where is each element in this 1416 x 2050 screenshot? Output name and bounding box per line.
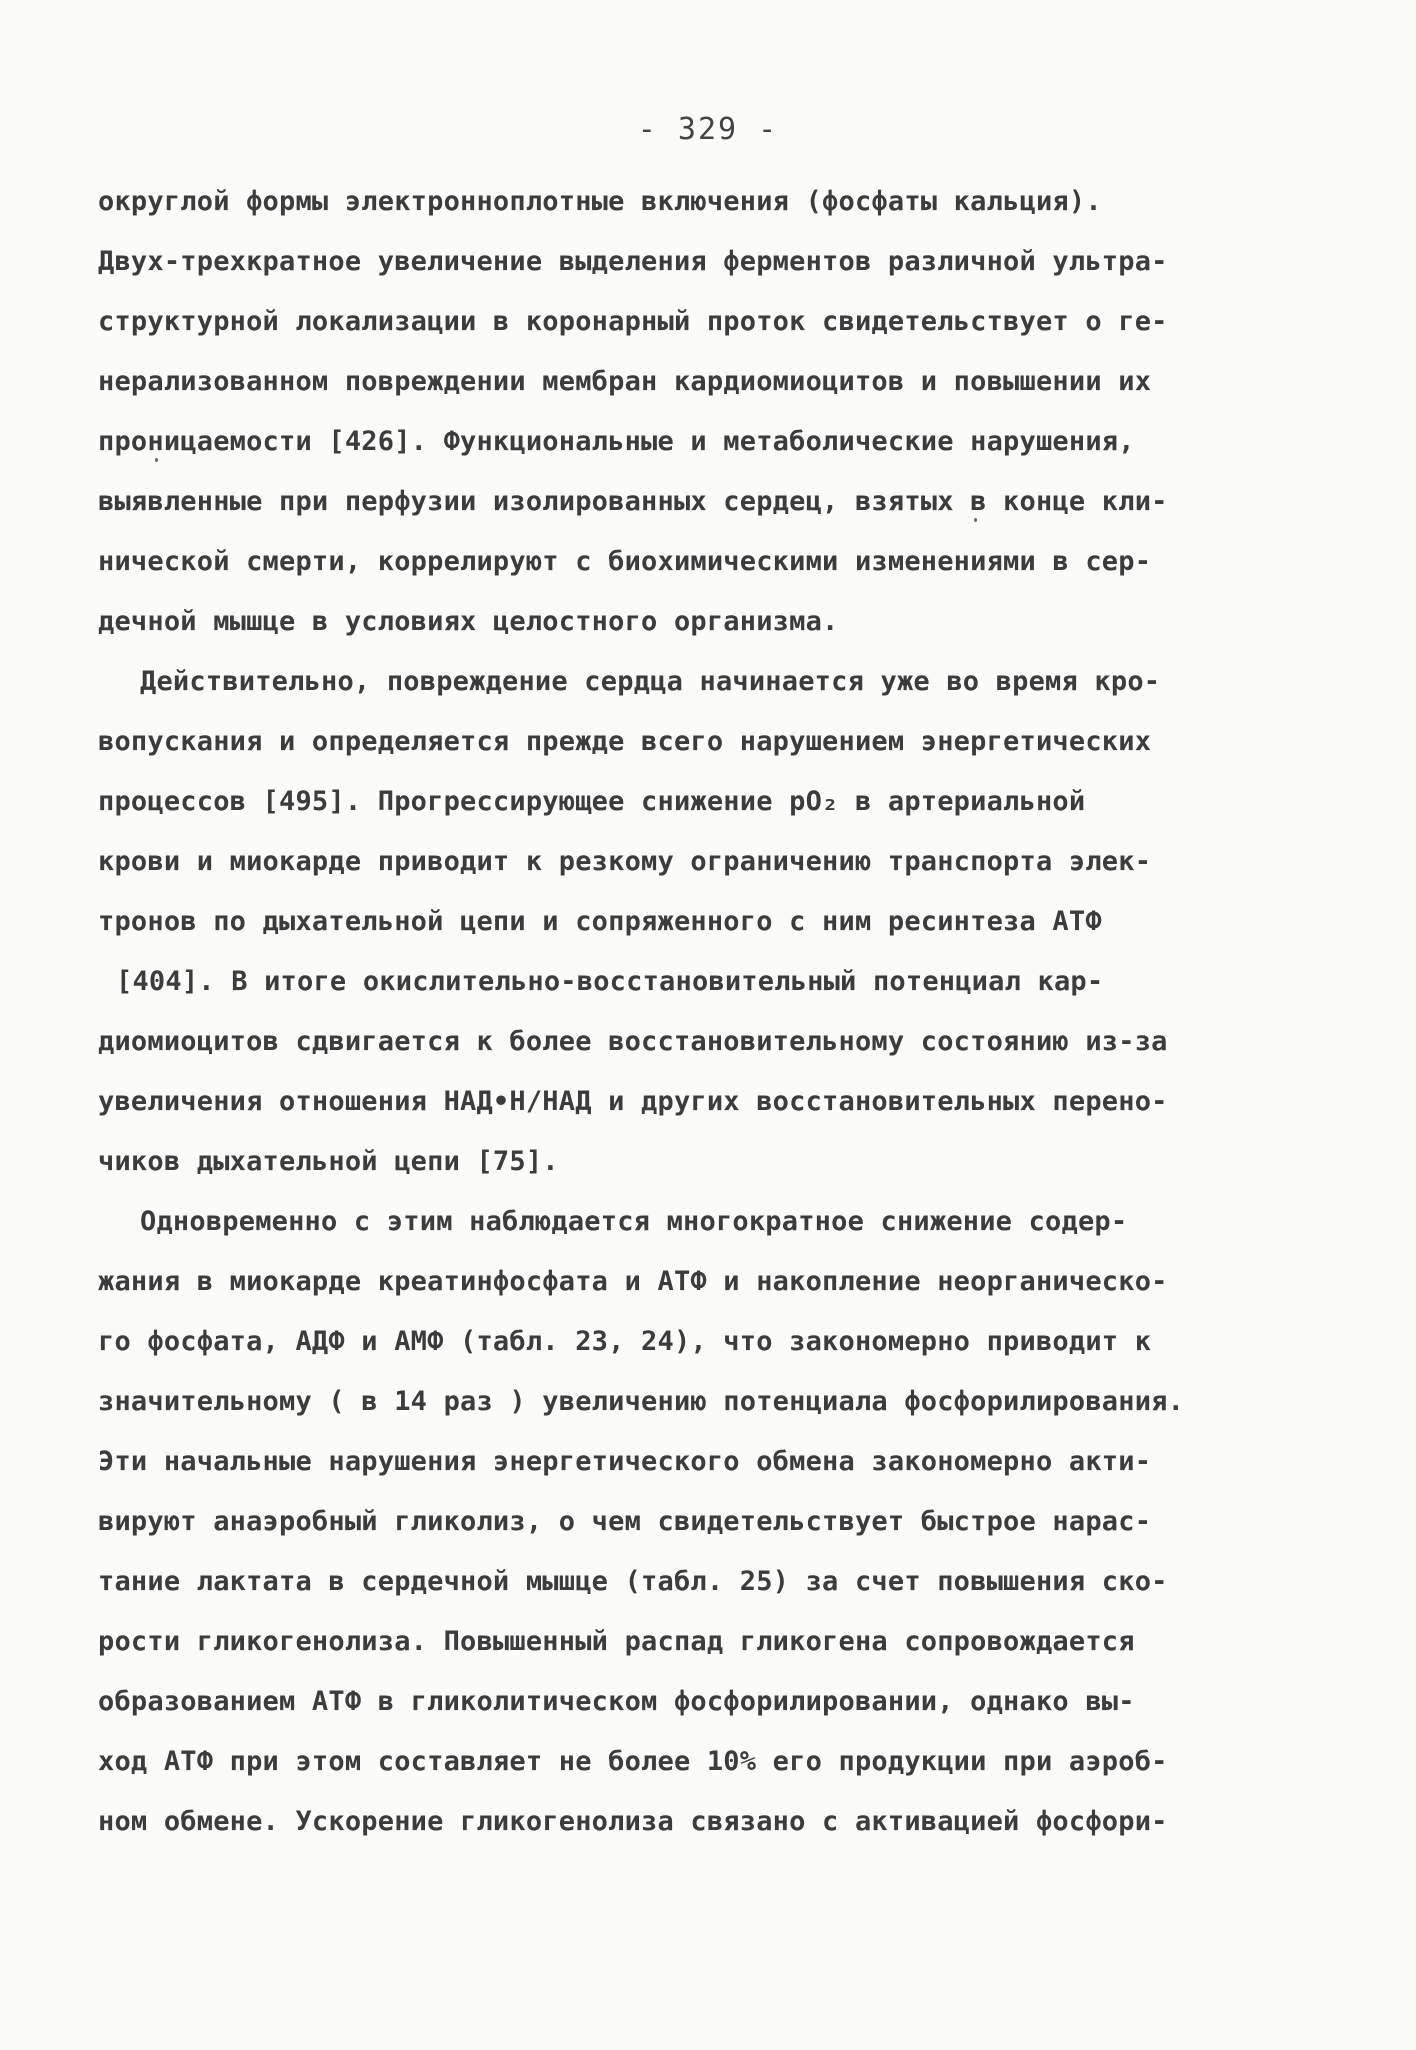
text-line: проницаемости [426]. Функциональные и метаболические нарушения, xyxy=(98,426,1135,457)
text-line: Эти начальные нарушения энергетического обмена закономерно акти- xyxy=(98,1446,1152,1477)
text-line: значительному ( в 14 раз ) увеличению потенциала фосфорилирования. xyxy=(98,1386,1185,1417)
text-line: рости гликогенолиза. Повышенный распад гликогена сопровождается xyxy=(98,1626,1135,1657)
text-line: тронов по дыхательной цепи и сопряженного с ним ресинтеза АТФ xyxy=(98,906,1102,937)
text-line: ход АТФ при этом составляет не более 10% его продукции при аэроб- xyxy=(98,1746,1168,1777)
text-line: Одновременно с этим наблюдается многократное снижение содер- xyxy=(140,1206,1128,1237)
text-line: дечной мышце в условиях целостного организма. xyxy=(98,606,839,637)
text-line: диомиоцитов сдвигается к более восстановительному состоянию из-за xyxy=(98,1026,1168,1057)
text-line: ном обмене. Ускорение гликогенолиза связано с активацией фосфори- xyxy=(98,1806,1168,1837)
text-line: тание лактата в сердечной мышце (табл. 25) за счет повышения ско- xyxy=(98,1566,1168,1597)
text-line: Действительно, повреждение сердца начинается уже во время кро- xyxy=(140,666,1161,697)
text-line: нической смерти, коррелируют с биохимическими изменениями в сер- xyxy=(98,546,1152,577)
ink-speck xyxy=(155,458,158,462)
text-line: [404]. В итоге окислительно-восстановительный потенциал кар- xyxy=(116,966,1104,997)
text-line: увеличения отношения НАД•Н/НАД и других восстановительных перено- xyxy=(98,1086,1168,1117)
text-line: вируют анаэробный гликолиз, о чем свидетельствует быстрое нарас- xyxy=(98,1506,1152,1537)
text-line: чиков дыхательной цепи [75]. xyxy=(98,1146,559,1177)
body-text xyxy=(98,172,1288,1852)
text-line: го фосфата, АДФ и АМФ (табл. 23, 24), что закономерно приводит к xyxy=(98,1326,1152,1357)
text-line: выявленные при перфузии изолированных сердец, взятых в конце кли- xyxy=(98,486,1168,517)
text-line: вопускания и определяется прежде всего нарушением энергетических xyxy=(98,726,1152,757)
text-line: Двух-трехкратное увеличение выделения ферментов различной ультра- xyxy=(98,246,1168,277)
text-line: структурной локализации в коронарный проток свидетельствует о ге- xyxy=(98,306,1168,337)
ink-speck xyxy=(974,518,977,522)
text-line: крови и миокарде приводит к резкому ограничению транспорта элек- xyxy=(98,846,1152,877)
text-line: образованием АТФ в гликолитическом фосфорилировании, однако вы- xyxy=(98,1686,1135,1717)
text-line: нерализованном повреждении мембран кардиомиоцитов и повышении их xyxy=(98,366,1152,397)
text-line: жания в миокарде креатинфосфата и АТФ и накопление неорганическо- xyxy=(98,1266,1168,1297)
page-number: - 329 - xyxy=(637,112,779,147)
text-line: процессов [495]. Прогрессирующее снижение pO₂ в артериальной xyxy=(98,786,1086,817)
text-line: округлой формы электронноплотные включения (фосфаты кальция). xyxy=(98,186,1102,217)
